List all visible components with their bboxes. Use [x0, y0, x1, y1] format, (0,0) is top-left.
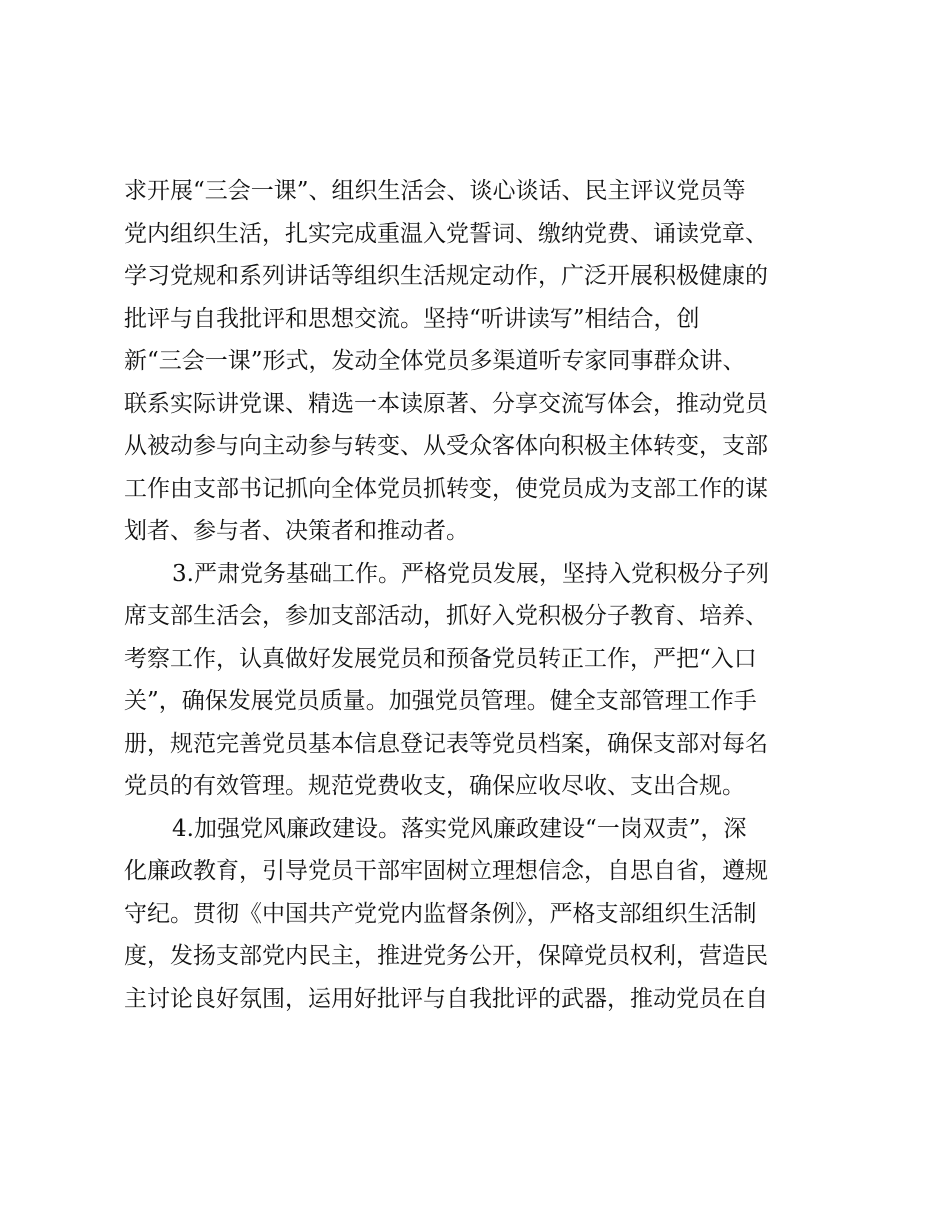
text-line: 关”，确保发展党员质量。加强党员管理。健全支部管理工作手	[124, 688, 757, 714]
text-line: 批评与自我批评和思想交流。坚持“听讲读写”相结合，创	[124, 305, 700, 332]
body-text	[124, 170, 834, 1020]
text-line: 划者、参与者、决策者和推动者。	[124, 518, 469, 544]
text-line: 党员的有效管理。规范党费收支，确保应收尽收、支出合规。	[124, 773, 745, 799]
section-3-heading-line: 3.严肃党务基础工作。严格党员发展，坚持入党积极分子列	[172, 560, 769, 587]
text-line: 册，规范完善党员基本信息登记表等党员档案，确保支部对每名	[124, 730, 768, 757]
text-line: 度，发扬支部党内民主，推进党务公开，保障党员权利，营造民	[124, 943, 768, 969]
text-line: 守纪。贯彻《中国共产党党内监督条例》，严格支部组织生活制	[124, 900, 757, 927]
text-line: 工作由支部书记抓向全体党员抓转变，使党员成为支部工作的谋	[124, 475, 768, 502]
text-line: 求开展“三会一课”、组织生活会、谈心谈话、民主评议党员等	[124, 178, 746, 204]
text-line: 席支部生活会，参加支部活动，抓好入党积极分子教育、培养、	[124, 603, 768, 629]
text-line: 从被动参与向主动参与转变、从受众客体向积极主体转变，支部	[124, 433, 768, 459]
text-line: 新“三会一课”形式，发动全体党员多渠道听专家同事群众讲、	[124, 348, 746, 374]
text-line: 化廉政教育，引导党员干部牢固树立理想信念，自思自省，遵规	[124, 858, 768, 884]
text-line: 学习党规和系列讲话等组织生活规定动作，广泛开展积极健康的	[124, 263, 768, 289]
section-4-heading-line: 4.加强党风廉政建设。落实党风廉政建设“一岗双责”，深	[172, 815, 747, 842]
text-line: 主讨论良好氛围，运用好批评与自我批评的武器，推动党员在自	[124, 985, 768, 1012]
text-line: 考察工作，认真做好发展党员和预备党员转正工作，严把“入口	[124, 645, 757, 672]
text-line: 联系实际讲党课、精选一本读原著、分享交流写体会，推动党员	[124, 390, 768, 417]
text-line: 党内组织生活，扎实完成重温入党誓词、缴纳党费、诵读党章、	[124, 220, 768, 247]
